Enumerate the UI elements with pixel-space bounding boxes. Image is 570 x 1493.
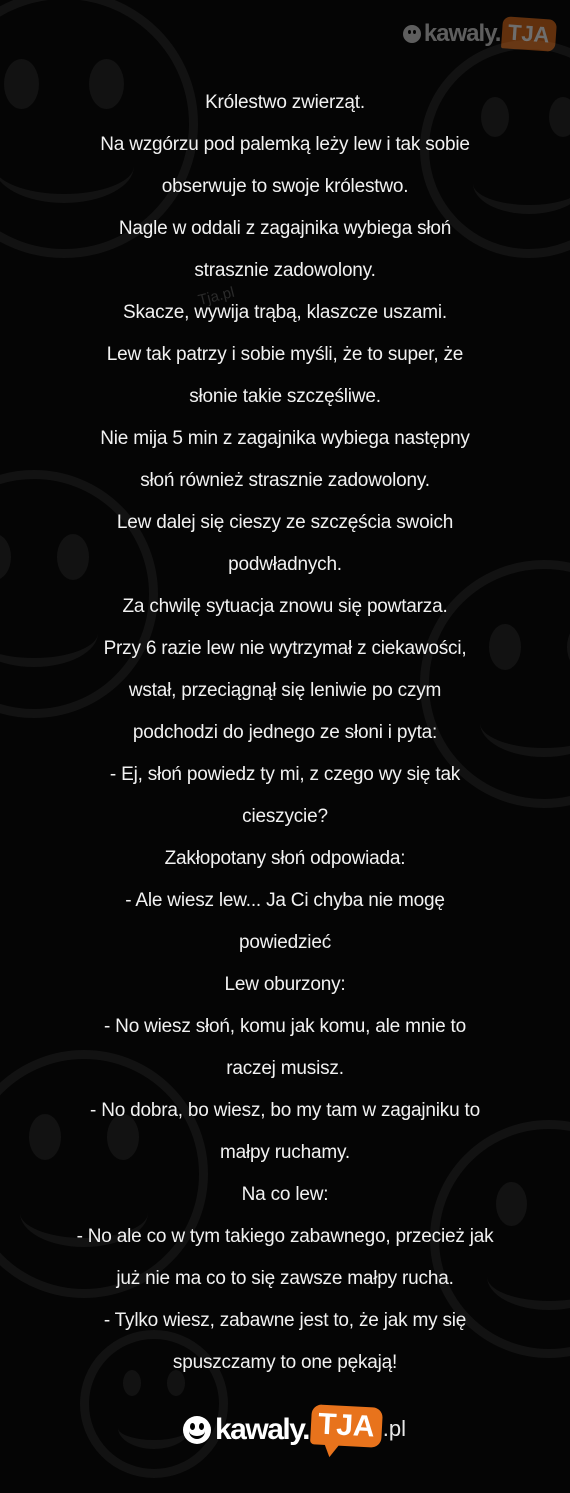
smiley-icon [183, 1416, 211, 1444]
joke-line: Lew oburzony: [224, 974, 346, 995]
joke-line: - No wiesz słoń, komu jak komu, ale mnie to [103, 1016, 467, 1037]
joke-line: - Ej, słoń powiedz ty mi, z czego wy się tak [109, 764, 461, 785]
footer-badge: TJA [310, 1404, 383, 1448]
joke-line: słonie takie szczęśliwe. [189, 386, 381, 407]
joke-line: małpy ruchamy. [220, 1142, 350, 1163]
joke-line: Przy 6 razie lew nie wytrzymał z ciekawości, [103, 638, 467, 659]
watermark-brand: kawaly. [423, 20, 501, 47]
joke-line: wstał, przeciągnął się leniwie po czym [128, 680, 442, 701]
joke-line: podchodzi do jednego ze słoni i pyta: [132, 722, 438, 743]
footer-brand: kawaly. [215, 1413, 310, 1446]
joke-line: Zakłopotany słoń odpowiada: [164, 848, 406, 869]
joke-line: Nie mija 5 min z zagajnika wybiega następny [100, 428, 470, 449]
joke-line: powiedzieć [239, 932, 331, 953]
joke-line: Lew dalej się cieszy ze szczęścia swoich [116, 512, 454, 533]
footer-logo[interactable] [183, 1406, 406, 1449]
joke-line: Za chwilę sytuacja znowu się powtarza. [122, 596, 448, 617]
joke-line: słoń również strasznie zadowolony. [140, 470, 430, 491]
joke-line: strasznie zadowolony. [194, 260, 376, 281]
joke-line: podwładnych. [228, 554, 342, 575]
joke-line: raczej musisz. [226, 1058, 344, 1079]
watermark-logo [403, 18, 556, 50]
joke-line: Na wzgórzu pod palemką leży lew i tak sobie [100, 134, 470, 155]
joke-line: - No dobra, bo wiesz, bo my tam w zagajniku to [90, 1100, 480, 1121]
joke-line: Nagle w oddali z zagajnika wybiega słoń [118, 218, 452, 239]
joke-line: Lew tak patrzy i sobie myśli, że to super, że [106, 344, 464, 365]
joke-line: spuszczamy to one pękają! [172, 1352, 398, 1373]
watermark-badge: TJA [501, 16, 557, 52]
joke-line: Skacze, wywija trąbą, klaszcze uszami. [123, 302, 447, 323]
joke-line: Królestwo zwierząt. [205, 92, 365, 113]
joke-line: - Ale wiesz lew... Ja Ci chyba nie mogę [125, 890, 445, 911]
joke-text [22, 82, 548, 1384]
joke-line: - No ale co w tym takiego zabawnego, przecież jak [76, 1226, 494, 1247]
footer-domain: .pl [382, 1416, 406, 1441]
joke-line: - Tylko wiesz, zabawne jest to, że jak my się [103, 1310, 467, 1331]
joke-line: Na co lew: [241, 1184, 329, 1205]
smiley-icon [403, 25, 421, 43]
watermark-stamp: Tja.pl [196, 283, 237, 310]
joke-line: obserwuje to swoje królestwo. [161, 176, 409, 197]
joke-line: już nie ma co to się zawsze małpy rucha. [116, 1268, 454, 1289]
joke-line: cieszycie? [242, 806, 328, 827]
